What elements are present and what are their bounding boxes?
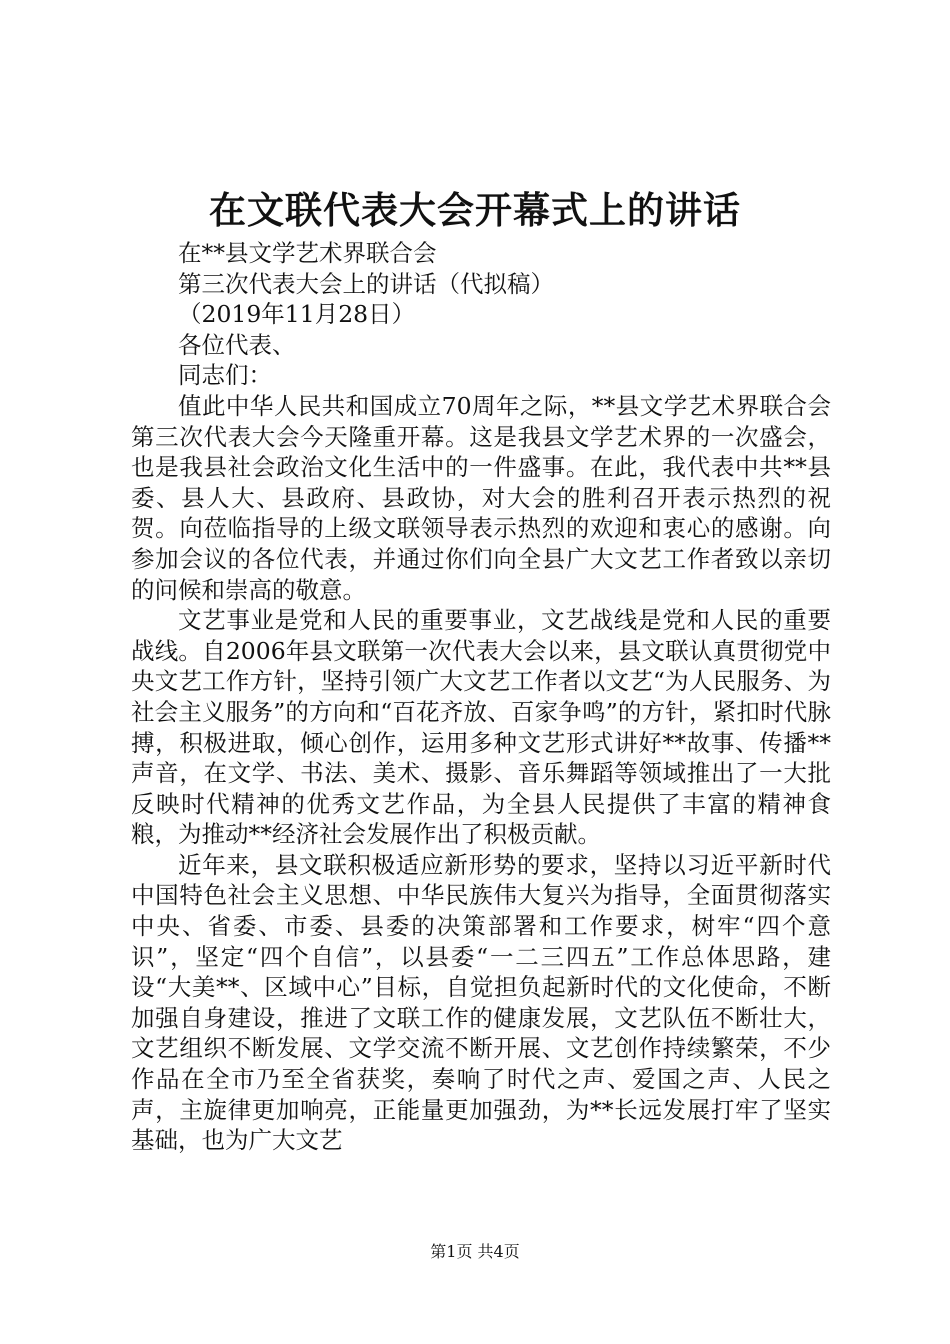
document-title: 在文联代表大会开幕式上的讲话 [209, 188, 741, 232]
document-body [131, 238, 831, 1156]
body-paragraph-1: 值此中华人民共和国成立70周年之际，**县文学艺术界联合会第三次代表大会今天隆重开幕。这是我县文学艺术界的一次盛会，也是我县社会政治文化生活中的一件盛事。在此，我代表中共**县委、县人大、县政府、县政协，对大会的胜利召开表示热烈的祝贺。向莅临指导的上级文联领导表示热烈的欢迎和衷心的感谢。向参加会议的各位代表，并通过你们向全县广大文艺工作者致以亲切的问候和崇高的敬意。 [131, 391, 831, 604]
header-line-subtitle: 第三次代表大会上的讲话（代拟稿） [178, 269, 554, 298]
salutation-delegates: 各位代表、 [178, 330, 296, 359]
salutation-comrades: 同志们： [178, 361, 272, 390]
header-line-org: 在**县文学艺术界联合会 [178, 239, 437, 267]
body-paragraph-2: 文艺事业是党和人民的重要事业，文艺战线是党和人民的重要战线。自2006年县文联第一次代表大会以来，县文联认真贯彻党中央文艺工作方针，坚持引领广大文艺工作者以文艺“为人民服务、为社会主义服务”的方向和“百花齐放、百家争鸣”的方针，紧扣时代脉搏，积极进取，倾心创作，运用多种文艺形式讲好**故事、传播**声音，在文学、书法、美术、摄影、音乐舞蹈等领域推出了一大批反映时代精神的优秀文艺作品，为全县人民提供了丰富的精神食粮，为推动**经济社会发展作出了积极贡献。 [131, 606, 831, 849]
page-footer: 第1页 共4页 [430, 1242, 520, 1261]
header-line-date: （2019年11月28日） [178, 300, 416, 329]
body-paragraph-3: 近年来，县文联积极适应新形势的要求，坚持以习近平新时代中国特色社会主义思想、中华民族伟大复兴为指导，全面贯彻落实中央、省委、市委、县委的决策部署和工作要求，树牢“四个意识”，坚定“四个自信”，以县委“一二三四五”工作总体思路，建设“大美**、区域中心”目标，自觉担负起新时代的文化使命，不断加强自身建设，推进了文联工作的健康发展，文艺队伍不断壮大，文艺组织不断发展、文学交流不断开展、文艺创作持续繁荣，不少作品在全市乃至全省获奖，奏响了时代之声、爱国之声、人民之声，主旋律更加响亮，正能量更加强劲，为**长远发展打牢了坚实基础，也为广大文艺 [131, 850, 831, 1155]
